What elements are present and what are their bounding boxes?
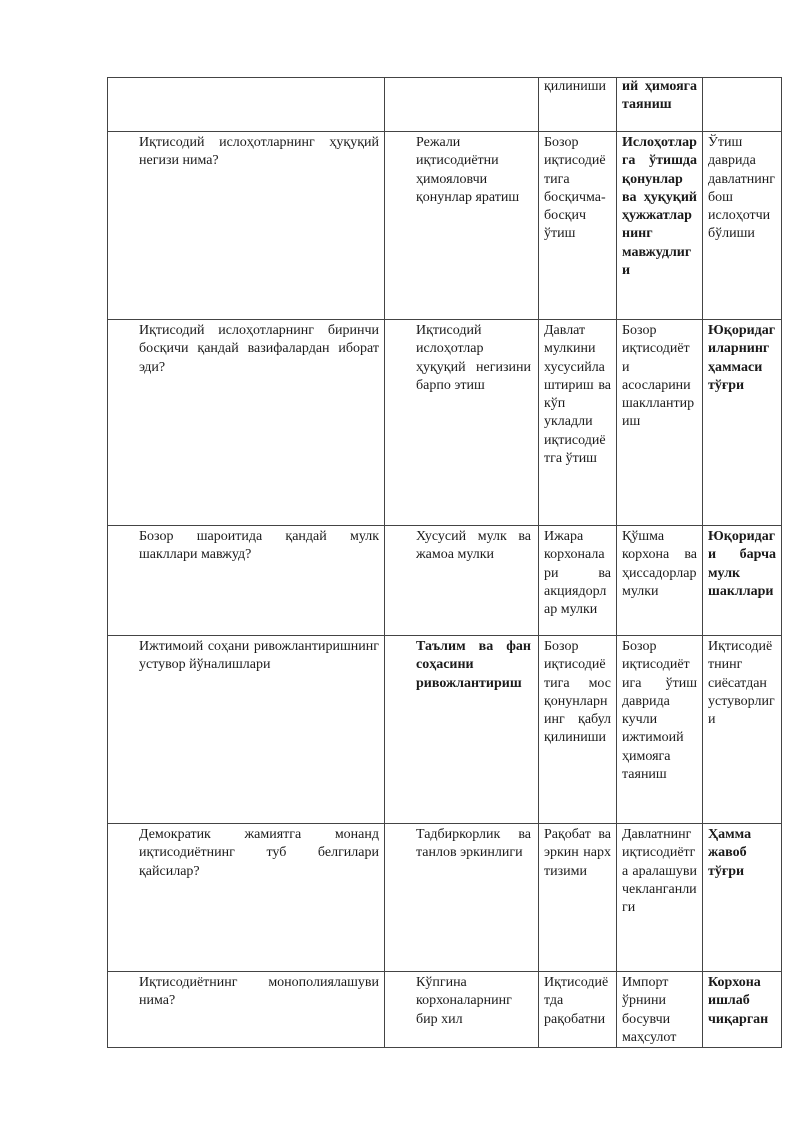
question-cell: Ижтимоий соҳани ривожлантиришнинг устувор йўналишлари bbox=[108, 636, 385, 824]
answer-d-cell: Юқоридаги барча мулк шакллари bbox=[703, 526, 782, 636]
answer-b-cell: Иқтисодиётда рақобатни bbox=[539, 972, 617, 1048]
answer-a-cell: Иқтисодий ислоҳотлар ҳуқуқий негизини барпо этиш bbox=[385, 320, 539, 526]
answer-b-cell: қилиниши bbox=[539, 78, 617, 132]
answer-d-cell: Ўтиш даврида давлатнинг бош ислоҳотчи бўлиши bbox=[703, 132, 782, 320]
answer-a-cell: Таълим ва фан соҳасини ривожлантириш bbox=[385, 636, 539, 824]
question-cell: Иқтисодиётнинг монополиялашуви нима? bbox=[108, 972, 385, 1048]
answer-b-cell: Бозор иқтисодиётига мос қонунларнинг қабул қилиниши bbox=[539, 636, 617, 824]
answer-c-cell: Бозор иқтисодиётига ўтиш даврида кучли ижтимоий ҳимояга таяниш bbox=[617, 636, 703, 824]
table-row bbox=[108, 132, 782, 320]
answer-c-cell: Бозор иқтисодиёти асосларини шакллантириш bbox=[617, 320, 703, 526]
answer-d-cell: Юқоридагиларнинг ҳаммаси тўғри bbox=[703, 320, 782, 526]
answer-c-cell: Импорт ўрнини босувчи маҳсулот bbox=[617, 972, 703, 1048]
table-row bbox=[108, 78, 782, 132]
answer-a-cell: Тадбиркорлик ва танлов эркинлиги bbox=[385, 824, 539, 972]
answer-d-cell: Ҳамма жавоб тўғри bbox=[703, 824, 782, 972]
answer-a-cell: Кўпгина корхоналарнинг бир хил bbox=[385, 972, 539, 1048]
test-question-table bbox=[107, 77, 782, 1048]
table-row bbox=[108, 824, 782, 972]
table-row bbox=[108, 972, 782, 1048]
answer-a-cell bbox=[385, 78, 539, 132]
question-cell: Демократик жамиятга монанд иқтисодиётнинг туб белгилари қайсилар? bbox=[108, 824, 385, 972]
question-cell: Иқтисодий ислоҳотларнинг биринчи босқичи қандай вазифалардан иборат эди? bbox=[108, 320, 385, 526]
answer-c-cell: ий ҳимояга таяниш bbox=[617, 78, 703, 132]
answer-b-cell: Рақобат ва эркин нарх тизими bbox=[539, 824, 617, 972]
question-cell: Бозор шароитида қандай мулк шакллари мавжуд? bbox=[108, 526, 385, 636]
answer-c-cell: Қўшма корхона ва ҳиссадорлар мулки bbox=[617, 526, 703, 636]
table-row bbox=[108, 636, 782, 824]
answer-c-cell: Давлатнинг иқтисодиётга аралашуви чекланганлиги bbox=[617, 824, 703, 972]
answer-a-cell: Хусусий мулк ва жамоа мулки bbox=[385, 526, 539, 636]
question-cell bbox=[108, 78, 385, 132]
answer-d-cell bbox=[703, 78, 782, 132]
table-row bbox=[108, 320, 782, 526]
answer-b-cell: Ижара корхоналари ва акциядорлар мулки bbox=[539, 526, 617, 636]
answer-b-cell: Давлат мулкини хусусийлаштириш ва кўп укладли иқтисодиётга ўтиш bbox=[539, 320, 617, 526]
answer-d-cell: Иқтисодиётнинг сиёсатдан устуворлиги bbox=[703, 636, 782, 824]
answer-a-cell: Режали иқтисодиётни ҳимояловчи қонунлар яратиш bbox=[385, 132, 539, 320]
question-cell: Иқтисодий ислоҳотларнинг ҳуқуқий негизи нима? bbox=[108, 132, 385, 320]
answer-b-cell: Бозор иқтисодиётига босқичма-босқич ўтиш bbox=[539, 132, 617, 320]
table-row bbox=[108, 526, 782, 636]
answer-c-cell: Ислоҳотларга ўтишда қонунлар ва ҳуқуқий ҳужжатларнинг мавжудлиги bbox=[617, 132, 703, 320]
answer-d-cell: Корхона ишлаб чиқарган bbox=[703, 972, 782, 1048]
